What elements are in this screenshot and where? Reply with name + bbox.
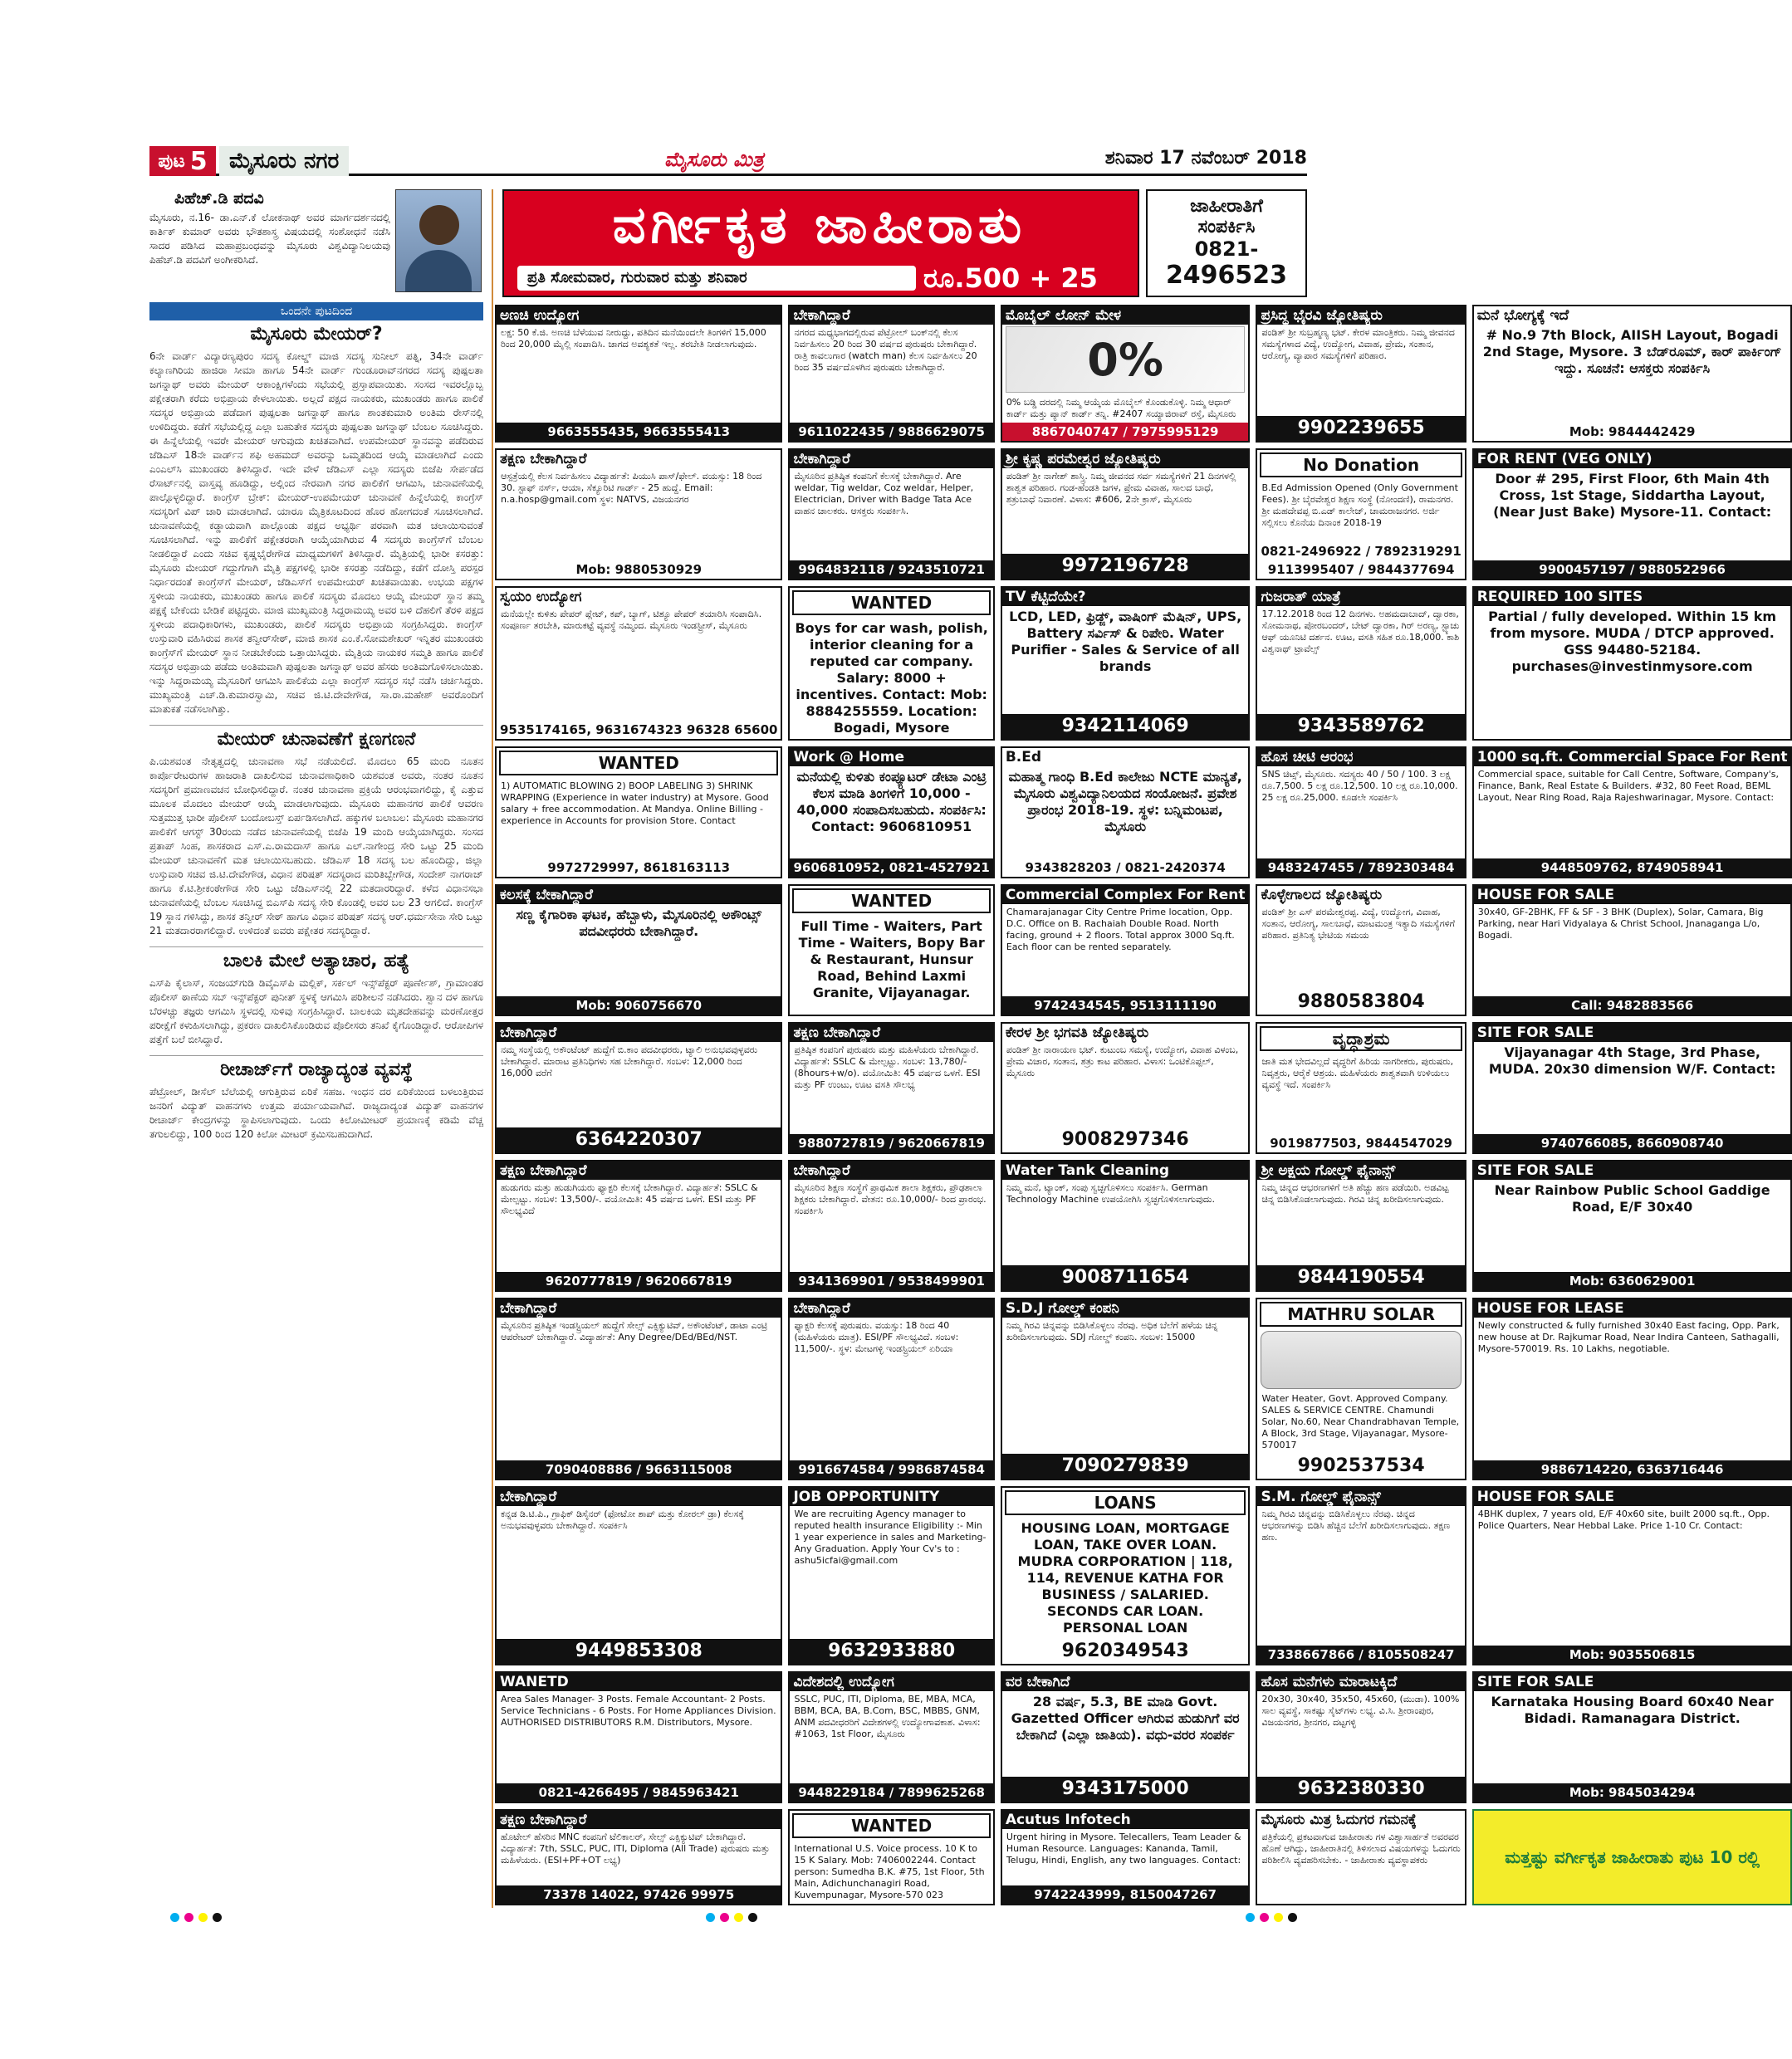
classified-ad [1256,1160,1466,1292]
registration-dot [213,1913,222,1922]
classified-ad [788,305,994,443]
classified-ad [1256,586,1466,741]
classified-ad [495,305,782,443]
subhead-election: ಮೇಯರ್ ಚುನಾವಣೆಗೆ ಕ್ಷಣಗಣನೆ [149,725,483,750]
ad-phone: Call: 9482883566 [1474,996,1791,1015]
classified-ad [1256,1022,1466,1154]
ad-phone: 6364220307 [497,1127,781,1152]
classified-ad [1472,1486,1792,1665]
classified-ad [788,1022,994,1154]
ad-body: ನಿಮ್ಮ ಗಿರವಿ ಚಿನ್ನವನ್ನು ಬಿಡಿಸಿಕೊಳ್ಳಲು ನೆರವು. ಚಿನ್ನದ ಆಭರಣಗಳನ್ನು ಬಿಡಿಸಿ ಹೆಚ್ಚಿನ ಬೆಲೆಗೆ ಖರೀದಿಸಲಾಗುವುದು. ತಕ್ಷಣ ಹಣ. [1261,1509,1451,1543]
classified-ad [1001,1671,1251,1803]
registration-dot [720,1913,729,1922]
ad-phone: Mob: 9845034294 [1474,1783,1791,1802]
ad-body: Full Time - Waiters, Part Time - Waiters, Bopy Bar & Restaurant, Hunsur Road, Behind Laxmi Granite, Vijayanagar. [798,918,985,1000]
ad-body: ಸಣ್ಣ ಕೈಗಾರಿಕಾ ಘಟಕ, ಹೆಬ್ಬಾಳು, ಮೈಸೂರಿನಲ್ಲಿ ಅಕೌಂಟ್ಸ್ ಪದವೀಧರರು ಬೇಕಾಗಿದ್ದಾರೆ. [516,907,761,939]
ad-phone: 9342114069 [1002,714,1249,739]
classifieds-schedule: ಪ್ರತಿ ಸೋಮವಾರ, ಗುರುವಾರ ಮತ್ತು ಶನಿವಾರ [517,266,916,291]
ad-title: ಬೇಕಾಗಿದ್ದಾರೆ [790,450,992,468]
ad-body: ಪ್ರತಿಷ್ಠಿತ ಕಂಪನಿಗೆ ಪುರುಷರು ಮತ್ತು ಮಹಿಳೆಯರು ಬೇಕಾಗಿದ್ದಾರೆ. ವಿದ್ಯಾರ್ಹತೆ: SSLC & ಮೇಲ್ಪಟ್ಟು. ಸಂಬಳ: 13,780/- (8hours+w/o). ವಯೋಮಿತಿ: 45 ವರ್ಷದ ಒಳಗೆ. ESI ಮತ್ತು PF ಉಂಟು, ಊಟ ವಸತಿ ಸೌಲಭ್ಯ [794,1044,981,1090]
classified-ad [1001,1809,1251,1905]
ad-phone: 9632380330 [1257,1777,1464,1802]
ad-phone: 9886714220, 6363716446 [1474,1460,1791,1479]
ad-title: ಅಣಚಿ ಉದ್ಯೋಗ [497,306,781,325]
ad-body: Boys for car wash, polish, interior cleaning for a reputed car company. Salary: 8000 + incentives. Contact: Mob: 8884255559. Location: Bogadi, Mysore [795,620,988,736]
ad-title: HOUSE FOR LEASE [1474,1299,1791,1318]
ad-phone: 9742243999, 8150047267 [1002,1885,1249,1904]
masthead: ಮೈಸೂರು ಮಿತ್ರ [664,148,764,171]
phd-notice-text: ಮೈಸೂರು, ನ.16- ಡಾ.ಎನ್.ಕೆ ಲೋಕನಾಥ್ ಅವರ ಮಾರ್ಗದರ್ಶನದಲ್ಲಿ ಕಾರ್ತಿಕ್ ಕುಮಾರ್ ಅವರು ಭೌತಶಾಸ್ತ್ರ ವಿಷಯದಲ್ಲಿ ಸಂಶೋಧನೆ ನಡೆಸಿ ಸಾದರ ಪಡಿಸಿದ ಮಹಾಪ್ರಬಂಧವನ್ನು ಮೈಸೂರು ವಿಶ್ವವಿದ್ಯಾನಿಲಯವು ಪಿಹೆಚ್.ಡಿ ಪದವಿಗೆ ಅಂಗೀಕರಿಸಿದೆ. [149,212,390,266]
ad-phone: Mob: 9060756670 [497,996,781,1015]
ad-phone: 9008297346 [1061,1129,1189,1150]
registration-dot [184,1913,193,1922]
classified-ad [788,1671,994,1803]
registration-dot [1274,1913,1283,1922]
ad-phone: 9880727819 / 9620667819 [790,1134,992,1152]
ad-phone: Mob: 9844442429 [1569,424,1696,439]
contact-line-2: ಸಂಪರ್ಕಿಸಿ [1197,217,1256,237]
phone-offer-graphic: 0% [1006,326,1246,393]
story-recharge: ಪೆಟ್ರೋಲ್, ಡೀಸೆಲ್ ಬೆಲೆಯಲ್ಲಿ ಆಗುತ್ತಿರುವ ಏರಿಕೆ ಸಹಜ. ಇಂಧನ ದರ ಏರಿಕೆಯಿಂದ ಬಳಲುತ್ತಿರುವ ಜನರಿಗೆ ವಿದ್ಯುತ್ ವಾಹನಗಳು ಉತ್ತಮ ಪರ್ಯಾಯವಾಗಿವೆ. ರಾಜ್ಯದಾದ್ಯಂತ ವಿದ್ಯುತ್ ವಾಹನಗಳ ರೀಚಾರ್ಜ್ ಕೇಂದ್ರಗಳನ್ನು ಸ್ಥಾಪಿಸಲಾಗುವುದು. ಒಂದು ಕಿಲೋಮೀಟರ್ ಪ್ರಯಾಣಕ್ಕೆ ಕಡಿಮೆ ವೆಚ್ಚ ತಗುಲಲಿದ್ದು, 100 ರಿಂದ 120 ಕಿಲೋ ಮೀಟರ್ ಕ್ರಮಿಸಬಹುದಾಗಿದೆ. [149,1086,483,1140]
ad-phone: 9343589762 [1257,714,1464,739]
ad-phone: 9483247455 / 7892303484 [1257,858,1464,877]
ad-body: 4BHK duplex, 7 years old, E/F 40x60 site, built 2000 sq.ft., Opp. Police Quarters, Near Hebbal Lake. Price 1-10 Cr. Contact: [1477,1509,1770,1531]
ad-phone: Mob: 6360629001 [1474,1272,1791,1290]
registration-dot [1246,1913,1255,1922]
ad-phone: Mob: 9880530929 [575,562,703,577]
ad-body: Near Rainbow Public School Gaddige Road, E/F 30x40 [1494,1182,1770,1215]
ad-phone: 9620777819 / 9620667819 [497,1272,781,1290]
ad-title: ಗುಜರಾತ್ ಯಾತ್ರೆ [1257,588,1464,606]
story-election: ಪಿ.ಯಶವಂತ ನೇತೃತ್ವದಲ್ಲಿ ಚುನಾವಣಾ ಸಭೆ ನಡೆಯಲಿದೆ. ಮೊದಲು 65 ಮಂದಿ ನೂತನ ಕಾರ್ಪೊರೇಟರುಗಳ ಹಾಜರಾತಿ ದಾಖಲಿಸುವ ಚುನಾವಣಾಧಿಕಾರಿ ಯಶವಂತ ಅವರು, ನಂತರ ನೂತನ ಸದಸ್ಯರಿಗೆ ಪ್ರಮಾಣವಚನ ಬೋಧಿಸಲಿದ್ದಾರೆ. ನಂತರ ಚುನಾವಣಾ ಪ್ರಕ್ರಿಯೆ ಆರಂಭವಾಗಲಿದ್ದು, ಕೈ ಎತ್ತುವ ಮೂಲಕ ಮೊದಲು ಮೇಯರ್ ಆಯ್ಕೆ ಮಾಡಲಾಗುವುದು. ಮೈಸೂರು ಮಹಾನಗರ ಪಾಲಿಕೆ ಆವರಣ ಸುತ್ತಮುತ್ತ ಭಾರೀ ಪೊಲೀಸ್ ಬಂದೋಬಸ್ತ್ ಏರ್ಪಡಿಸಲಾಗಿದೆ. ಹಕ್ಕುಗಳ ಬಲಾಬಲ: ಮೈಸೂರು ಮಹಾನಗರ ಪಾಲಿಕೆಗೆ ಆಗಸ್ಟ್ 30ರಂದು ನಡೆದ ಚುನಾವಣೆಯಲ್ಲಿ ಬಿಜೆಪಿ 19 ಮಂದಿ ಆಯ್ಕೆಯಾಗಿದ್ದರು. ಸಂಸದ ಪ್ರತಾಪ್ ಸಿಂಹ, ಶಾಸಕರಾದ ಎಸ್.ಎ.ರಾಮದಾಸ್ ಹಾಗೂ ಎಲ್.ನಾಗೇಂದ್ರ ಸೇರಿ ಒಟ್ಟು 25 ಮಂದಿ ಮೇಯರ್ ಚುನಾವಣೆಗೆ ಮತ ಚಲಾಯಿಸಬಹುದು. ಜೆಡಿಎಸ್ 18 ಸದಸ್ಯ ಬಲ ಹೊಂದಿದ್ದು, ಜಿಲ್ಲಾ ಉಸ್ತುವಾರಿ ಸಚಿವ ಜಿ.ಟಿ.ದೇವೇಗೌಡ, ವಿಧಾನ ಪರಿಷತ್ ಸದಸ್ಯರಾದ ಮರಿತಿಬ್ಬೇಗೌಡ, ಸಂದೇಶ್ ನಾಗರಾಜ್ ಹಾಗೂ ಕೆ.ಟಿ.ಶ್ರೀಕಂಠೇಗೌಡ ಸೇರಿ ಒಟ್ಟು ಜೆಡಿಎಸ್‌ನಲ್ಲಿ 22 ಮತದಾರರಿದ್ದಾರೆ. ಕಳೆದ ವಿಧಾನಸಭಾ ಚುನಾವಣೆಯಲ್ಲಿ ಬೆಂಬಲ ಸೂಚಿಸಿದ್ದ ಬಿಎಸ್‌ಪಿ ಸದಸ್ಯ ಸೇರಿ ಕೊಂಡಲ್ಲಿ ಅವರ ಬಲ 23 ಆಗಲಿದೆ. ಕಾಂಗ್ರೆಸ್ 19 ಸ್ಥಾನ ಗಳಿಸಿದ್ದು, ಶಾಸಕ ತನ್ವೀರ್ ಸೇಠ್ ಹಾಗೂ ವಿಧಾನ ಪರಿಷತ್ ಸದಸ್ಯ ಆರ್.ಧರ್ಮಸೇನಾ ಸೇರಿ ಒಟ್ಟು 21 ಮತದಾರರಾಗಲಿದ್ದಾರೆ. ಉಳಿದಂತೆ ಐವರು ಪಕ್ಷೇತರ ಸದಸ್ಯರಿದ್ದಾರೆ. [149,756,483,937]
classified-ad [1256,448,1466,580]
contact-line-4: 2496523 [1165,261,1288,290]
ad-title: HOUSE FOR SALE [1474,886,1791,904]
classified-ad [1256,884,1466,1016]
classified-ad [495,586,782,741]
ad-body: ಫ್ಯಾಕ್ಟರಿ ಕೆಲಸಕ್ಕೆ ಪುರುಷರು. ವಯಸ್ಸು: 18 ರಿಂದ 40 (ಮಹಿಳೆಯರು ಮಾತ್ರ). ESI/PF ಸೌಲಭ್ಯವಿದೆ. ಸಂಬಳ: 11,500/-. ಸ್ಥಳ: ಮೇಟಗಳ್ಳಿ ಇಂಡಸ್ಟ್ರಿಯಲ್ ಏರಿಯಾ [794,1320,959,1354]
ad-phone: 9606810952, 0821-4527921 [790,858,992,877]
ad-phone: 9844190554 [1257,1265,1464,1290]
ad-title: ಕೇರಳ ಶ್ರೀ ಭಗವತಿ ಜ್ಯೋತಿಷ್ಯರು [1005,1025,1149,1041]
ad-title: WANTED [792,888,990,913]
ad-body: ನಗರದ ಮಧ್ಯಭಾಗದಲ್ಲಿರುವ ಪೆಟ್ರೋಲ್ ಬಂಕ್‌ನಲ್ಲಿ ಕೆಲಸ ನಿರ್ವಹಿಸಲು 20 ರಿಂದ 30 ವರ್ಷದ ಪುರುಷರು ಬೇಕಾಗಿದ್ದಾರೆ. ರಾತ್ರಿ ಕಾವಲುಗಾರ (watch man) ಕೆಲಸ ನಿರ್ವಹಿಸಲು 20 ರಿಂದ 35 ವರ್ಷದೊಳಗಿನ ಪುರುಷರು ಬೇಕಾಗಿದ್ದಾರೆ. [794,327,977,373]
classified-ad [1256,1671,1466,1803]
page-header [149,146,1307,176]
ad-body: 17.12.2018 ರಿಂದ 12 ದಿನಗಳು. ಅಹಮದಾಬಾದ್, ದ್ವಾರಕಾ, ಸೋಮನಾಥ, ಪೋರಬಂದರ್, ಬೇಟ್ ದ್ವಾರಕಾ, ಗಿರ್ ಅರಣ್ಯ, ಸ್ಟ್ಯಾಚು ಆಫ್ ಯೂನಿಟಿ ದರ್ಶನ. ಊಟ, ವಸತಿ ಸಹಿತ ರೂ.18,000. ಕಾಶಿ ವಿಶ್ವನಾಥ್ ಟ್ರಾವೆಲ್ಸ್ [1261,609,1460,654]
ad-body: Door # 295, First Floor, 6th Main 4th Cross, 1st Stage, Siddartha Layout, (Near Just Bake) Mysore-11. Contact: [1493,471,1772,520]
ad-title: TV ಕೆಟ್ಟಿದೆಯೇ? [1002,588,1249,606]
ad-title: S.D.J ಗೋಲ್ಡ್ ಕಂಪನಿ [1002,1299,1249,1318]
ad-title: WANTED [499,751,778,775]
ad-body: ಪಂಡಿತ್ ಶ್ರೀ ಎಸ್ ಪರಮೇಶ್ವರಪ್ಪ. ವಿದ್ಯೆ, ಉದ್ಯೋಗ, ವಿವಾಹ, ಸಂತಾನ, ಆರೋಗ್ಯ, ಸಾಲಬಾಧೆ, ಮಾಟಮಂತ್ರ ಇತ್ಯಾದಿ ಸಮಸ್ಯೆಗಳಿಗೆ ಪರಿಹಾರ. ಪ್ರತಿನಿತ್ಯ ಭೇಟಿಯ ಸಮಯ [1261,907,1456,941]
classifieds-price: ರೂ.500 + 25 [923,262,1098,294]
ad-body: ಹುಡುಗರು ಮತ್ತು ಹುಡುಗಿಯರು ಫ್ಯಾಕ್ಟರಿ ಕೆಲಸಕ್ಕೆ ಬೇಕಾಗಿದ್ದಾರೆ. ವಿದ್ಯಾರ್ಹತೆ: SSLC & ಮೇಲ್ಪಟ್ಟು. ಸಂಬಳ: 13,500/-. ವಯೋಮಿತಿ: 45 ವರ್ಷದ ಒಳಗೆ. ESI ಮತ್ತು PF ಸೌಲಭ್ಯವಿದೆ [501,1182,758,1216]
classified-ad [788,1160,994,1292]
ad-body: Partial / fully developed. Within 15 km from mysore. MUDA / DTCP approved. GSS 94480-52184. purchases@investinmysore.com [1488,609,1777,674]
ad-title: 1000 sq.ft. Commercial Space For Rent [1474,748,1791,766]
ad-body: SNS ಚಿಟ್ಸ್, ಮೈಸೂರು. ಸದಸ್ಯರು 40 / 50 / 100. 3 ಲಕ್ಷ ರೂ.7,500. 5 ಲಕ್ಷ ರೂ.12,500. 10 ಲಕ್ಷ ರೂ.10,000. 25 ಲಕ್ಷ ರೂ.25,000. ಕೂಡಲೇ ಸಂಪರ್ಕಿಸಿ [1261,769,1458,803]
classified-ad [1256,1486,1466,1665]
ad-title: ಬೇಕಾಗಿದ್ದಾರೆ [790,1299,992,1318]
registration-dot [1288,1913,1297,1922]
page-number-box [149,146,216,176]
phd-notice-title: ಪಿಹೆಚ್.ಡಿ ಪದವಿ [174,189,264,208]
ad-title: FOR RENT (VEG ONLY) [1474,450,1791,468]
ad-title: SITE FOR SALE [1474,1024,1791,1042]
ad-body: HOUSING LOAN, MORTGAGE LOAN, TAKE OVER LOAN. MUDRA CORPORATION | 118, 114, REVENUE KATHA FOR BUSINESS / SALARIED. SECONDS CAR LOAN. PERSONAL LOAN [1017,1520,1233,1636]
portrait-photo [395,189,482,292]
registration-dot [734,1913,743,1922]
ad-title: ಹೊಸ ಮನೆಗಳು ಮಾರಾಟಕ್ಕಿದೆ [1257,1673,1464,1691]
ad-phone: 9964832118 / 9243510721 [790,560,992,579]
ad-title: Acutus Infotech [1002,1811,1249,1829]
registration-dot [706,1913,715,1922]
ad-title: ಪ್ರಸಿದ್ಧ ಭೈರವಿ ಜ್ಯೋತಿಷ್ಯರು [1257,306,1464,325]
column-divider [492,189,493,1908]
ad-title: ಮೊಬೈಲ್ ಲೋನ್ ಮೇಳ [1002,306,1249,325]
ad-body: We are recruiting Agency manager to reputed health insurance Eligibility :- Min 1 year experience in sales and Marketing-Any Graduation. Apply Your Cv's to : ashu5icfai@gmail.com [794,1509,987,1566]
contact-line-1: ಜಾಹೀರಾತಿಗೆ [1190,196,1263,217]
ad-body: 1) AUTOMATIC BLOWING 2) BOOP LABELING 3) SHRINK WRAPPING (Experience in water industry) at Mysore. Good salary + free accommodation. At Mandya. Online Billing - experience in Accounts for provision Store. Contact [501,780,769,826]
ad-title: SITE FOR SALE [1474,1673,1791,1691]
subhead-crime: ಬಾಲಕಿ ಮೇಲೆ ಅತ್ಯಾಚಾರ, ಹತ್ಯೆ [149,946,483,971]
ad-body: International U.S. Voice process. 10 K to 15 K Salary. Mob: 7406002244. Contact person: Sumedha B.K. #75, 1st Floor, 5th Main, Adichunchanagiri Road, Kuvempunagar, Mysore-570 023 [794,1843,985,1900]
ad-phone: Mob: 9035506815 [1474,1646,1791,1664]
ad-title: REQUIRED 100 SITES [1474,588,1791,606]
ad-title: ಶ್ರೀ ಅಕ್ಷಯ ಗೋಲ್ಡ್ ಫೈನಾನ್ಸ್ [1257,1162,1464,1180]
ad-title: ಬೇಕಾಗಿದ್ದಾರೆ [790,306,992,325]
ad-title: ಮೈಸೂರು ಮಿತ್ರ ಓದುಗರ ಗಮನಕ್ಕೆ [1261,1812,1417,1828]
ad-title: HOUSE FOR SALE [1474,1488,1791,1506]
classified-ad [495,448,782,580]
classified-ad [1472,1160,1792,1292]
ad-phone: 9740766085, 8660908740 [1474,1134,1791,1152]
ad-title: ಕೊಳ್ಳೇಗಾಲದ ಜ್ಯೋತಿಷ್ಯರು [1261,887,1383,903]
ad-phone: 9632933880 [790,1639,992,1664]
classified-ad [788,1298,994,1480]
ad-title: ಹೊಸ ಚೀಟಿ ಆರಂಭ [1257,748,1464,766]
classified-ad [788,1486,994,1665]
ad-phone: 9448509762, 8749058941 [1474,858,1791,877]
contact-line-3: 0821- [1194,237,1259,261]
classifieds-title: ವರ್ಗೀಕೃತ ಜಾಹೀರಾತು [612,194,1027,255]
ad-title: ಶ್ರೀ ಕೃಷ್ಣ ಪರಮೇಶ್ವರ ಜ್ಯೋತಿಷ್ಯರು [1002,450,1249,468]
ad-body: Vijayanagar 4th Stage, 3rd Phase, MUDA. 20x30 dimension W/F. Contact: [1488,1044,1776,1077]
ad-body: ಆಸ್ಪತ್ರೆಯಲ್ಲಿ ಕೆಲಸ ನಿರ್ವಹಿಸಲು ವಿದ್ಯಾರ್ಹತೆ: ಪಿಯುಸಿ ಪಾಸ್/ಫೇಲ್. ವಯಸ್ಸು: 18 ರಿಂದ 30. ಸ್ಟಾಫ್ ನರ್ಸ್, ಆಯಾ, ಸೆಕ್ಯೂರಿಟಿ ಗಾರ್ಡ್ - 25 ಹುದ್ದೆ. Email: n.a.hosp@gmail.com ಸ್ಥಳ: NATVS, ವಿಜಯನಗರ [501,471,762,505]
classified-ad [1256,1298,1466,1480]
ad-phone: 7090279839 [1002,1454,1249,1479]
classified-ad [1001,1160,1251,1292]
ad-body: ಪಂಡಿತ್ ಶ್ರೀ ನಾಗೇಶ್ ಶಾಸ್ತ್ರಿ. ನಿಮ್ಮ ಜೀವನದ ಸರ್ವ ಸಮಸ್ಯೆಗಳಿಗೆ 21 ದಿನಗಳಲ್ಲಿ ಶಾಶ್ವತ ಪರಿಹಾರ. ಗಂಡ-ಹೆಂಡತಿ ಜಗಳ, ಪ್ರೇಮ ವಿವಾಹ, ಸಾಲದ ಬಾಧೆ, ಶತ್ರುಬಾಧೆ ನಿವಾರಣೆ. ವಿಳಾಸ: #606, 2ನೇ ಕ್ರಾಸ್, ಮೈಸೂರು [1006,471,1236,505]
headline-mayor: ಮೈಸೂರು ಮೇಯರ್? [250,324,383,345]
classified-ad [495,746,782,878]
page-label: ಪುಟ [158,150,185,172]
ad-body: Newly constructed & fully furnished 30x40 East facing, Opp. Park, new house at Dr. Rajkumar Road, Near Indira Canteen, Sathagalli, Mysore-570019. Rs. 10 Lakhs, negotiable. [1477,1320,1780,1354]
ad-title: ತಕ್ಷಣ ಬೇಕಾಗಿದ್ದಾರೆ [497,1811,781,1829]
ad-title: ವರ ಬೇಕಾಗಿದೆ [1002,1673,1249,1691]
section-name: ಮೈಸೂರು ನಗರ [219,146,349,176]
classified-ad [1256,305,1466,443]
ad-title: ಬೇಕಾಗಿದ್ದಾರೆ [497,1488,781,1506]
classified-ad [1001,1298,1251,1480]
ad-body: ಪಂಡಿತ್ ಶ್ರೀ ನಾರಾಯಣ ಭಟ್. ಕುಟುಂಬ ಸಮಸ್ಯೆ, ಉದ್ಯೋಗ, ವಿವಾಹ ವಿಳಂಬ, ಪ್ರೇಮ ವಿಚಾರ, ಸಂತಾನ, ಶತ್ರು ಕಾಟ ಪರಿಹಾರ. ವಿಳಾಸ: ಒಂಟಿಕೊಪ್ಪಲ್, ಮೈಸೂರು [1006,1044,1239,1078]
classified-ad [495,1160,782,1292]
ad-phone: 9902537534 [1297,1455,1425,1476]
classified-ad [1001,1486,1251,1665]
ad-title: No Donation [1260,452,1462,477]
ad-body: Commercial space, suitable for Call Centre, Software, Company's, Finance, Bank, Real Estate & Builders. #32, 80 Feet Road, BEML Layout, Near Ring Road, Raja Rajeshwarinagar, Mysore. Contact: [1477,769,1779,803]
ad-phone: 9900457197 / 9880522966 [1474,560,1791,579]
ad-phone: 9449853308 [497,1639,781,1664]
ad-phone: 9972196728 [1002,554,1249,579]
ad-title: Work @ Home [790,748,992,766]
registration-marks-left [170,1913,222,1922]
classified-ad [495,1671,782,1803]
ad-body: ಜಾತಿ ಮತ ಭೇದವಿಲ್ಲದೆ ವೃದ್ಧರಿಗೆ ಹಿರಿಯ ನಾಗರೀಕರು, ಪುರುಷರು, ನಿವೃತ್ತರು, ಆರೈಕೆ ಆಶ್ರಯ. ಮಹಿಳೆಯರು ಶಾಶ್ವತವಾಗಿ ಉಳಿಯಲು ವ್ಯವಸ್ಥೆ ಇದೆ. ಸಂಪರ್ಕಿಸಿ [1261,1056,1454,1090]
ad-title: LOANS [1005,1490,1246,1515]
registration-dot [170,1913,179,1922]
ad-title: B.Ed [1005,749,1042,765]
ad-body: ಲಕ್ಷ: 50 ಕೆ.ಜಿ. ಅಣಚಿ ಬೆಳೆಯುವ ನೀರುದ್ದು, ಪತಿದಿನ ಮನೆಯಿಂದಲೇ ತಿಂಗಳಿಗೆ 15,000 ರಿಂದ 20,000 ಮೈಲ್ಲಿ ಸಂಪಾದಿಸಿ. ಜಾಗದ ಅವಶ್ಯಕತೆ ಇಲ್ಲ. ತರಬೇತಿ ನೀಡಲಾಗುವುದು. [501,327,766,350]
classified-ad [1472,448,1792,580]
ad-phone: 9343828203 / 0821-2420374 [1025,860,1226,875]
story-mayor: 6ನೇ ವಾರ್ಡ್ ವಿದ್ಯಾರಣ್ಯಪುರಂ ಸದಸ್ಯ ಕೋಲ್ಡ್ ಮಾಜಿ ಸದಸ್ಯ ಸುನೀಲ್ ಪತ್ನಿ, 34ನೇ ವಾರ್ಡ್ ಕಲ್ಯಾಣಗಿರಿಯ ಹಾಜಿರಾ ಸೀಮಾ ಹಾಗೂ 54ನೇ ವಾರ್ಡ್ ಗುಂಡೂರಾವ್‌ನಗರದ ಸದಸ್ಯ ಪುಷ್ಪಲತಾ ಜಗನ್ನಾಥ್ ಅವರು ಮೇಯರ್ ಆಕಾಂಕ್ಷಿಗಳೆಂದು ಸಭೆಯಲ್ಲಿ ಪ್ರಸ್ತಾಪವಾಯಿತು. ಸಂಸದ ಇವರಲ್ಲೊಬ್ಬ ಪಕ್ಷೇತರಾಗಿ ಕರೆದು ಅಭಿಪ್ರಾಯ ಕೇಳಲಾಯಿತು. ಅಲ್ಲದೆ ಪಕ್ಷದ ನಾಯಕರು, ಮುಖಂಡರು ಹಾಗೂ ಪಾಲಿಕೆ ಸದಸ್ಯರ ಅಭಿಪ್ರಾಯ ಪಡೆದಾಗ ಪುಷ್ಪಲತಾ ಜಗನ್ನಾಥ್ ಹಾಗೂ ಶಾಂತಕುಮಾರಿ ಅಂತಿಮ ರೇಸ್‌ನಲ್ಲಿ ಉಳಿದಿದ್ದರು. ಕಡೆಗೆ ಸಭೆಯಲ್ಲಿದ್ದ ಎಲ್ಲಾ ಬಹುತೇಕ ಸದಸ್ಯರು ಪುಷ್ಪಲತಾ ಜಗನ್ನಾಥ್ ಬೆಂಬಲ ಸೂಚಿಸಿದ್ದರು. ಈ ಹಿನ್ನೆಲೆಯಲ್ಲಿ ಇವರೇ ಮೇಯರ್ ಆಗುವುದು ಖಚಿತವಾಗಿದೆ. ಉಪಮೇಯರ್ ಸ್ಥಾನವನ್ನು ಪಡೆದಿರುವ ಜೆಡಿಎಸ್ 18ನೇ ವಾರ್ಡ್‌ನ ಶಫಿ ಅಹಮದ್ ಅವರನ್ನು ಒಮ್ಮತದಿಂದ ಆಯ್ಕೆ ಮಾಡಲಾಗಿದೆ ಎಂದು ಎಂಎಲ್‌ಸಿ ಮುಖಂಡರು ತಿಳಿಸಿದ್ದಾರೆ. ಇದೇ ವೇಳೆ ಜೆಡಿಎಸ್ ಎಲ್ಲಾ ಸದಸ್ಯರು ಬಿಜೆಪಿ ಸೇರ್ಪಡೆದ ರೆಸಾರ್ಟ್‌ನಲ್ಲಿ ವಾಸ್ತವ್ಯ ಹೂಡಿದ್ದು, ಅಲ್ಲಿಂದ ನೇರವಾಗಿ ನಗರ ಪಾಲಿಕೆಗೆ ಆಗಮಿಸಿ, ಚುನಾವಣೆಯಲ್ಲಿ ಪಾಲ್ಗೊಳ್ಳಲಿದ್ದಾರೆ. ಕಾಂಗ್ರೆಸ್ ಬ್ರೇಕ್: ಮೇಯರ್-ಉಪಮೇಯರ್ ಚುನಾವಣೆ ಹಿನ್ನೆಲೆಯಲ್ಲಿ ಕಾಂಗ್ರೆಸ್ ಸದಸ್ಯರಿಗೆ ವಿಪ್ ಜಾರಿ ಮಾಡಲಾಗಿದೆ. ಯಾರೂ ಮೈತ್ರಿಕೂಟದಿಂದ ಹೊರ ಹೋಗದಂತೆ ಸೂಚಿಸಲಾಗಿದೆ. ಚುನಾವಣೆಯಲ್ಲಿ ಕಡ್ಡಾಯವಾಗಿ ಪಾಲ್ಗೊಂಡು ಪಕ್ಷದ ಅಭ್ಯರ್ಥಿ ಪರವಾಗಿ ಮತ ಚಲಾಯಿಸುವಂತೆ ಸೂಚಿಸಲಾಗಿದೆ. ಇನ್ನು ಪಾಲಿಕೆಗೆ ಪಕ್ಷೇತರರಾಗಿ ಆಯ್ಕೆಯಾಗಿರುವ 4 ಸದಸ್ಯರು ಕಾಂಗ್ರೆಸ್‌ಗೆ ಬೆಂಬಲ ನೀಡಲಿದ್ದಾರೆ ಎಂದು ಸಚಿವ ಕೃಷ್ಣಭೈರೇಗೌಡ ಮಾಧ್ಯಮಗಳಿಗೆ ತಿಳಿಸಿದ್ದಾರೆ. ಮೈತ್ರಿಯಲ್ಲಿ ಭಾರೀ ಕಸರತ್ತು: ಮೈಸೂರು ಮೇಯರ್ ಗದ್ದುಗೆಗಾಗಿ ಮೈತ್ರಿ ಪಕ್ಷಗಳಲ್ಲಿ ಭಾರೀ ಕಸರತ್ತು ನಡೆದಿದ್ದು, ಕಡೆಗೆ ದೋಸ್ತಿ ಪರಸ್ಪರ ನಿರ್ಧಾರದಂತೆ ಕಾಂಗ್ರೆಸ್‌ಗೆ ಮೇಯರ್, ಜೆಡಿಎಸ್‌ಗೆ ಉಪಮೇಯರ್ ಖಚಿತವಾಯಿತು. ಉಭಯ ಪಕ್ಷಗಳ ಸ್ಥಳೀಯ ನಾಯಕರು, ಮುಖಂಡರು ಹಾಗೂ ಪಾಲಿಕೆ ಸದಸ್ಯರು ಮೊದಲು ಆಯ್ಕೆ ಮೇಯರ್ ಸ್ಥಾನ ತಮ್ಮ ಪಕ್ಷಕ್ಕೆ ಬೇಕೆಂದು ಬೇಡಿಕೆ ಪಟ್ಟಿದ್ದರು. ಮಾಜಿ ಮುಖ್ಯಮಂತ್ರಿ ಸಿದ್ದರಾಮಯ್ಯ ಅವರ ಬಳಿ ದೆಹಲಿಗೆ ತೆರಳಿ ಪಕ್ಷದ ಸ್ಥಳೀಯ ಪದಾಧಿಕಾರಿಗಳು, ಮುಖಂಡರು, ಪಾಲಿಕೆ ಸದಸ್ಯರು ಅಭಿಪ್ರಾಯ ಸಂಗ್ರಹಿಸಿದ್ದರು. ಕಾಂಗ್ರೆಸ್ ಉಸ್ತುವಾರಿ ವಹಿಸಿರುವ ಶಾಸಕ ತನ್ವೀರ್‌ಸೇಠ್, ಮಾಜಿ ಶಾಸಕ ಎಂ.ಕೆ.ಸೋಮಶೇಖರ್ ಇನ್ನಿತರ ಮುಖಂಡರು ಕಾಂಗ್ರೆಸ್‌ಗೆ ಮೇಯರ್ ಸ್ಥಾನ ನೀಡಬೇಕೆಂದು ಒತ್ತಾಯಿಸಿದ್ದರು. ಮೈತ್ರಿಯ ನಾಯಕರ ಸಮ್ಮತಿ ಹಾಗೂ ಪಾಲಿಕೆ ಸದಸ್ಯರ ಅಭಿಪ್ರಾಯ ಪಡೆದು ಅಂತಿಮವಾಗಿ ಪುಷ್ಪಲತಾ ಜಗನ್ನಾಥ್ ಅವರ ಹೆಸರು ಅಂತಿಮಗೊಳಿಸಲಾಯಿತು. ಇನ್ನು ಸಿದ್ದರಾಮಯ್ಯ ಮೈಸೂರಿಗೆ ಆಗಮಿಸಿ ಪಾಲಿಕೆಯ ಎಲ್ಲಾ ಕಾಂಗ್ರೆಸ್ ಸದಸ್ಯರ ಸಭೆ ನಡೆಸಿ ಚರ್ಚಿಸಿದ್ದರು. ಮುಖ್ಯಮಂತ್ರಿ ಎಚ್.ಡಿ.ಕುಮಾರಸ್ವಾಮಿ, ಸಚಿವ ಜಿ.ಟಿ.ದೇವೇಗೌಡ, ಸಾ.ರಾ.ಮಹೇಶ್ ಅವರೊಂದಿಗೆ ಮಾತುಕತೆ ನಡೆಸಲಾಗಿತ್ತು. [149,350,483,715]
ad-phone: 9113995407 / 9844377694 [1267,562,1455,577]
ad-title: WANTED [792,1813,990,1838]
classified-ad [1001,305,1251,443]
ad-phone: 9663555435, 9663555413 [497,423,781,441]
classified-ad [1472,884,1792,1016]
ad-body: Urgent hiring in Mysore. Telecallers, Team Leader & Human Resource. Languages: Kananda, Tamil, Telugu, Hindi, English, any two languages. Contact: [1006,1832,1241,1866]
ad-body: ಪಂಡಿತ್ ಶ್ರೀ ಸುಬ್ರಹ್ಮಣ್ಯ ಭಟ್. ಕೇರಳ ಮಾಂತ್ರಿಕರು. ನಿಮ್ಮ ಜೀವನದ ಸಮಸ್ಯೆಗಳಾದ ವಿದ್ಯೆ, ಉದ್ಯೋಗ, ವಿವಾಹ, ಪ್ರೇಮ, ಸಂತಾನ, ಆರೋಗ್ಯ, ವ್ಯಾಪಾರ ಸಮಸ್ಯೆಗಳಿಗೆ ಪರಿಹಾರ. [1261,327,1455,361]
water-heater-image [1261,1331,1461,1389]
ad-title: S.M. ಗೋಲ್ಡ್ ಫೈನಾನ್ಸ್ [1257,1488,1464,1506]
classified-ad [1472,1671,1792,1803]
ad-phone: 9611022435 / 9886629075 [790,423,992,441]
registration-marks-right [1246,1913,1297,1922]
ad-body: ನಿಮ್ಮ ಗಿರವಿ ಚಿನ್ನವನ್ನು ಬಿಡಿಸಿಕೊಳ್ಳಲು ನೆರವು. ಅಧಿಕ ಬೆಲೆಗೆ ಹಳೆಯ ಚಿನ್ನ ಖರೀದಿಸಲಾಗುವುದು. SDJ ಗೋಲ್ಡ್ ಕಂಪನಿ. ಸಂಬಳ: 15000 [1006,1320,1218,1343]
classified-ad [1001,586,1251,741]
classifieds-banner [502,189,1139,297]
classified-ad [788,884,994,1016]
subhead-recharge: ರೀಚಾರ್ಜ್‌ಗೆ ರಾಜ್ಯಾದ್ಯಂತ ವ್ಯವಸ್ಥೆ [149,1055,483,1080]
ad-title: ಕಲಸಕ್ಕೆ ಬೇಕಾಗಿದ್ದಾರೆ [497,886,781,904]
ad-phone: 9448229184 / 7899625268 [790,1783,992,1802]
ad-body: SSLC, PUC, ITI, Diploma, BE, MBA, MCA, BBM, BCA, BA, B.Com, BSC, MBBS, GNM, ANM ಪದವೀಧರರಿಗೆ ವಿದೇಶಗಳಲ್ಲಿ ಉದ್ಯೋಗಾವಕಾಶ. ವಿಳಾಸ: #1063, 1st Floor, ಮೈಸೂರು [794,1694,981,1739]
ad-phone: 9008711654 [1002,1265,1249,1290]
classified-ad [788,746,994,878]
classified-ad [1256,1809,1466,1905]
ad-phone: 7338667866 / 8105508247 [1257,1646,1464,1664]
ad-body: LCD, LED, ಫ್ರಿಡ್ಜ್, ವಾಷಿಂಗ್ ಮೆಷಿನ್, UPS, Battery ಸರ್ವಿಸ್ & ರಿಪೇರಿ. Water Purifier - Sales & Service of all brands [1009,609,1242,674]
ad-body: Area Sales Manager- 3 Posts. Female Accountant- 2 Posts. Service Technicians - 6 Posts. For Home Appliances Division. AUTHORISED DISTRIBUTORS R.M. Distributors, Mysore. [501,1694,776,1728]
ad-body: # No.9 7th Block, AIISH Layout, Bogadi 2nd Stage, Mysore. 3 ಬೆಡ್‌ರೂಮ್, ಕಾರ್ ಪಾರ್ಕಿಂಗ್ ಇದ್ದು. ಸೂಚನೆ: ಆಸಕ್ತರು ಸಂಪರ್ಕಿಸಿ [1482,327,1782,376]
ad-phone: 9019877503, 9844547029 [1270,1136,1452,1151]
classified-ads-grid [495,305,1788,1905]
ad-body: ಕನ್ನಡ ಡಿ.ಟಿ.ಪಿ., ಗ್ರಾಫಿಕ್ ಡಿಸೈನರ್ (ಫೋಟೋ ಶಾಪ್ ಮತ್ತು ಕೋರಲ್ ಡ್ರಾ) ಕೆಲಸಕ್ಕೆ ಅನುಭವವುಳ್ಳವರು ಬೇಕಾಗಿದ್ದಾರೆ. ಸಂಪರ್ಕಿಸಿ [501,1509,744,1531]
classified-ad [788,448,994,580]
ad-phone: 9902239655 [1257,416,1464,441]
news-column [149,189,483,1908]
classified-ad [495,1022,782,1154]
ad-phone: 9972729997, 8618163113 [547,860,731,875]
ad-title: ವಿದೇಶದಲ್ಲಿ ಉದ್ಯೋಗ [790,1673,992,1691]
classified-ad [1472,1298,1792,1480]
registration-dot [748,1913,757,1922]
ad-title: WANETD [497,1673,781,1691]
ad-title: MATHRU SOLAR [1260,1302,1462,1327]
ad-body: ನಿಮ್ಮ ಚಿನ್ನದ ಆಭರಣಗಳಿಗೆ ಅತಿ ಹೆಚ್ಚು ಹಣ ಪಡೆಯಿರಿ. ಅಡವಿಟ್ಟ ಚಿನ್ನ ಬಿಡಿಸಿಕೊಡಲಾಗುವುದು. ಗಿರವಿ ಚಿನ್ನ ಖರೀದಿಸಲಾಗುವುದು. [1261,1182,1449,1205]
ad-title: ಬೇಕಾಗಿದ್ದಾರೆ [790,1162,992,1180]
phd-notice [149,189,483,297]
classified-ad [788,1809,994,1905]
ad-body: 0% ಬಡ್ಡಿ ದರದಲ್ಲಿ ನಿಮ್ಮ ಆಯ್ಕೆಯ ಮೊಬೈಲ್ ಕೊಂಡುಕೊಳ್ಳಿ. ನಿಮ್ಮ ಆಧಾರ್ ಕಾರ್ಡ್ ಮತ್ತು ಪ್ಯಾನ್ ಕಾರ್ಡ್ ತನ್ನಿ. #2407 ಸಯ್ಯಾಜಿರಾವ್ ರಸ್ತೆ, ಮೈಸೂರು [1006,397,1236,419]
ad-phone: 0821-4266495 / 9845963421 [497,1783,781,1802]
ad-body: Karnataka Housing Board 60x40 Near Bidadi. Ramanagara District. [1491,1694,1774,1726]
classified-ad [1472,1022,1792,1154]
ad-phone: 7090408886 / 9663115008 [497,1460,781,1479]
ad-phone: 9341369901 / 9538499901 [790,1272,992,1290]
ad-title: ವೃದ್ಧಾಶ್ರಮ [1260,1026,1462,1051]
ad-body: 20x30, 30x40, 35x50, 45x60, (ಮುಡಾ). 100% ಸಾಲ ವ್ಯವಸ್ಥೆ, ಸಾಕಷ್ಟು ಸೈಟ್‌ಗಳು ಲಭ್ಯ. ವಿ.ಸಿ. ಶ್ರೀರಾಂಪುರ, ವಿಜಯನಗರ, ಶ್ರೀನಗರ, ದಟ್ಟಗಳ್ಳಿ [1261,1694,1460,1728]
ad-phone: 9620349543 [1061,1641,1189,1661]
ad-body: ಮನೆಯಲ್ಲೇ ಕುಳಿತು ಪೇಪರ್ ಪ್ಲೇಟ್, ಕಪ್, ಬ್ಯಾಗ್, ಟಿಶ್ಯೂ ಪೇಪರ್ ತಯಾರಿಸಿ ಸಂಪಾದಿಸಿ. ಸಂಪೂರ್ಣ ತರಬೇತಿ, ಮಾರುಕಟ್ಟೆ ವ್ಯವಸ್ಥೆ ನಮ್ಮಿಂದ. ಮೈಸೂರು ಇಂಡಸ್ಟ್ರೀಸ್, ಮೈಸೂರು [501,609,762,631]
classified-ad [1472,305,1792,443]
classified-ad [1472,586,1792,741]
ad-body: 30x40, GF-2BHK, FF & SF - 3 BHK (Duplex), Solar, Camara, Big Parking, near Hari Vidyalaya & Christ School, Jnanaganga L/o, Bogadi. [1477,907,1764,941]
ad-body: ಮೈಸೂರಿನ ಶಿಕ್ಷಣ ಸಂಸ್ಥೆಗೆ ಪ್ರಾಥಮಿಕ ಶಾಲಾ ಶಿಕ್ಷಕರು, ಪ್ರೌಢಶಾಲಾ ಶಿಕ್ಷಕರು ಬೇಕಾಗಿದ್ದಾರೆ. ವೇತನ: ರೂ.10,000/- ರಿಂದ ಪ್ರಾರಂಭ. ಸಂಪರ್ಕಿಸಿ [794,1182,987,1216]
ad-body: ನಿಮ್ಮ ಮನೆ, ಟ್ಯಾಂಕ್, ಸಂಪು ಸ್ವಚ್ಛಗೊಳಿಸಲು ಸಂಪರ್ಕಿಸಿ. German Technology Machine ಉಪಯೋಗಿಸಿ ಸ್ವಚ್ಛಗೊಳಿಸಲಾಗುವುದು. [1006,1182,1216,1205]
ad-title: WANTED [792,590,990,615]
ad-title: JOB OPPORTUNITY [790,1488,992,1506]
ad-title: Commercial Complex For Rent [1002,886,1249,904]
ad-phone: 8867040747 / 7975995129 [1002,423,1249,441]
ad-contact-box [1146,189,1307,297]
ad-body: Chamarajanagar City Centre Prime location, Opp. D.C. Office on B. Rachaiah Double Road. North facing, ground + 2 floors. Total approx 3000 Sq.ft. Each floor can be rented separately. [1006,907,1235,952]
registration-marks-center [706,1913,757,1922]
ad-body: ಪತ್ರಿಕೆಯಲ್ಲಿ ಪ್ರಕಟವಾಗುವ ಜಾಹೀರಾತು ಗಳ ವಿಶ್ವಾಸಾರ್ಹತೆ ಅವರವರ ಹೊಣೆ ಆಗಿದ್ದು, ಜಾಹೀರಾತಿನಲ್ಲಿ ತಿಳಿಸಲಾದ ವಿಷಯಗಳನ್ನು ಓದುಗರು ಪರಿಶೀಲಿಸಿ ವ್ಯವಹರಿಸಬೇಕು. - ಜಾಹೀರಾತು ವ್ಯವಸ್ಥಾಪಕರು [1261,1832,1461,1866]
classified-ad [1001,884,1251,1016]
classified-ad [495,1486,782,1665]
classified-ad [1472,746,1792,878]
ad-title: Water Tank Cleaning [1002,1162,1249,1180]
ad-phone: 73378 14022, 97426 99975 [497,1885,781,1904]
classified-ad [1472,1809,1792,1905]
ad-body: B.Ed Admission Opened (Only Government Fees). ಶ್ರೀ ಬೈರವೇಶ್ವರ ಶಿಕ್ಷಣ ಸಂಸ್ಥೆ (ನೋಂದಣಿ), ರಾಮನಗರ. ಶ್ರೀ ಮಹದೇವಪ್ಪ ಬಿ.ಎಡ್ ಕಾಲೇಜ್, ಚಾಮರಾಜನಗರ. ಅರ್ಜಿ ಸಲ್ಲಿಸಲು ಕೊನೆಯ ದಿನಾಂಕ 2018-19 [1261,482,1458,528]
ad-title: SITE FOR SALE [1474,1162,1791,1180]
classified-ad [1256,746,1466,878]
ad-body: ಮನೆಯಲ್ಲಿ ಕುಳಿತು ಕಂಪ್ಯೂಟರ್ ಡೇಟಾ ಎಂಟ್ರಿ ಕೆಲಸ ಮಾಡಿ ತಿಂಗಳಿಗೆ 10,000 - 40,000 ಸಂಪಾದಿಸಬಹುದು. ಸಂಪರ್ಕಿಸಿ: Contact: 9606810951 [796,769,987,834]
ad-phone: 9880583804 [1297,991,1425,1012]
classified-ad [495,1298,782,1480]
ad-title: ತಕ್ಷಣ ಬೇಕಾಗಿದ್ದಾರೆ [790,1024,992,1042]
ad-title: ಬೇಕಾಗಿದ್ದಾರೆ [497,1024,781,1042]
classified-ad [1001,448,1251,580]
classified-ad [495,1809,782,1905]
classified-ad [1001,1022,1251,1154]
page-number: 5 [189,146,208,176]
ad-phone-secondary: 0821-2496922 / 7892319291 [1261,544,1462,559]
ad-phone: 9742434545, 9513111190 [1002,996,1249,1015]
ad-phone: 9535174165, 9631674323 96328 65600 [500,722,778,737]
continued-kicker: ಒಂದನೇ ಪುಟದಿಂದ [149,302,483,320]
ad-phone: 9343175000 [1002,1777,1249,1802]
ad-title: ಮನೆ ಭೋಗ್ಯಕ್ಕೆ ಇದೆ [1476,307,1569,324]
story-crime: ಎಸ್‌ಪಿ ಕೈಲಾಸ್, ಸಂಜಯ್‌ಗುಡಿ ಡಿವೈಎಸ್‌ಪಿ ಮಲ್ಲಿಕ್, ಸರ್ಕಲ್ ಇನ್ಸ್‌ಪೆಕ್ಟರ್ ಪೂರ್ಣೇಶ್, ಗ್ರಾಮಾಂತರ ಪೊಲೀಸ್ ಠಾಣೆಯ ಸಬ್ ಇನ್ಸ್‌ಪೆಕ್ಟರ್ ಪುನೀತ್ ಸ್ಥಳಕ್ಕೆ ಆಗಮಿಸಿ ಪರಿಶೀಲನೆ ನಡೆಸಿದರು. ಶ್ವಾನ ದಳ ಹಾಗೂ ಬೆರಳಚ್ಚು ತಜ್ಞರು ಆಗಮಿಸಿ ಸ್ಥಳದಲ್ಲಿ ಸುಳಿವು ಸಂಗ್ರಹಿಸಿದ್ದಾರೆ. ಬಾಲಕಿಯ ಮೃತದೇಹವನ್ನು ಮರಣೋತ್ತರ ಪರೀಕ್ಷೆಗೆ ಕಳುಹಿಸಲಾಗಿದ್ದು, ಪ್ರಕರಣ ದಾಖಲಿಸಿಕೊಂಡಿರುವ ಪೊಲೀಸರು ತನಿಖೆ ಕೈಗೊಂಡಿದ್ದಾರೆ. ಆರೋಪಿಗಳ ಪತ್ತೆಗೆ ಬಲೆ ಬೀಸಿದ್ದಾರೆ. [149,977,483,1045]
issue-date: ಶನಿವಾರ 17 ನವೆಂಬರ್ 2018 [1104,148,1307,169]
ad-title: ತಕ್ಷಣ ಬೇಕಾಗಿದ್ದಾರೆ [497,1162,781,1180]
registration-dot [1260,1913,1269,1922]
ad-title: ಸ್ವಯಂ ಉದ್ಯೋಗ [500,589,582,605]
ad-body: 28 ವರ್ಷ, 5.3, BE ಮಾಡಿ Govt. Gazetted Officer ಆಗಿರುವ ಹುಡುಗಿಗೆ ವರ ಬೇಕಾಗಿದೆ (ಎಲ್ಲಾ ಜಾತಿಯ). ವಧು-ವರರ ಸಂಪರ್ಕ [1011,1694,1240,1743]
ad-body: ಮಹಾತ್ಮ ಗಾಂಧಿ B.Ed ಕಾಲೇಜು NCTE ಮಾನ್ಯತೆ, ಮೈಸೂರು ವಿಶ್ವವಿದ್ಯಾನಿಲಯದ ಸಂಯೋಜನೆ. ಪ್ರವೇಶ ಪ್ರಾರಂಭ 2018-19. ಸ್ಥಳ: ಬನ್ನಿಮಂಟಪ, ಮೈಸೂರು [1008,769,1242,834]
registration-dot [198,1913,208,1922]
ad-body: ಮೈಸೂರಿನ ಪ್ರತಿಷ್ಠಿತ ಕಂಪನಿಗೆ ಕೆಲಸಕ್ಕೆ ಬೇಕಾಗಿದ್ದಾರೆ. Are weldar, Tig weldar, Coz weldar, Helper, Electrician, Driver with Badge Tata Ace ವಾಹನ ಚಾಲಕರು. ಆಸಕ್ತರು ಸಂಪರ್ಕಿಸಿ. [794,471,974,516]
ad-title: ಬೇಕಾಗಿದ್ದಾರೆ [497,1299,781,1318]
classified-ad [1001,746,1251,878]
ad-phone: 9916674584 / 9986874584 [790,1460,992,1479]
classified-ad [495,884,782,1016]
ad-body: ಹೊಟೇಲ್ ಹೆಸರಿನ MNC ಕಂಪನಿಗೆ ಟೆಲಿಕಾಲರ್, ಸೇಲ್ಸ್ ಎಕ್ಸಿಕ್ಯುಟಿವ್ ಬೇಕಾಗಿದ್ದಾರೆ. ವಿದ್ಯಾರ್ಹತೆ: 7th, SSLC, PUC, ITI, Diploma (All Trade) ಪುರುಷರು ಮತ್ತು ಮಹಿಳೆಯರು. (ESI+PF+OT ಲಭ್ಯ) [501,1832,770,1866]
classified-ad [788,586,994,741]
ad-body: Water Heater, Govt. Approved Company. SALES & SERVICE CENTRE. Chamundi Solar, No.60, Near Chandrabhavan Temple, A Block, 3rd Stage, Vijayanagar, Mysore-570017 [1261,1393,1460,1450]
ad-body: ಮತ್ತಷ್ಟು ವರ್ಗೀಕೃತ ಜಾಹೀರಾತು ಪುಟ 10 ರಲ್ಲಿ [1505,1847,1760,1867]
ad-body: ನಮ್ಮ ಸಂಸ್ಥೆಯಲ್ಲಿ ಅಕೌಂಟೆಂಟ್ ಹುದ್ದೆಗೆ ಬಿ.ಕಾಂ ಪದವೀಧರರು, ಟ್ಯಾಲಿ ಅನುಭವವುಳ್ಳವರು ಬೇಕಾಗಿದ್ದಾರೆ. ಮಾರಾಟ ಪ್ರತಿನಿಧಿಗಳು ಸಹ ಬೇಕಾಗಿದ್ದಾರೆ. ಸಂಬಳ: 12,000 ರಿಂದ 16,000 ವರೆಗೆ [501,1044,758,1078]
ad-body: ಮೈಸೂರಿನ ಪ್ರತಿಷ್ಠಿತ ಇಂಡಸ್ಟ್ರಿಯಲ್ ಹುದ್ದೆಗೆ ಸೇಲ್ಸ್ ಎಕ್ಸಿಕ್ಯುಟಿವ್, ಅಕೌಂಟೆಂಟ್, ಡಾಟಾ ಎಂಟ್ರಿ ಆಪರೇಟರ್ ಬೇಕಾಗಿದ್ದಾರೆ. ವಿದ್ಯಾರ್ಹತೆ: Any Degree/DEd/BEd/NST. [501,1320,768,1343]
ad-title: ತಕ್ಷಣ ಬೇಕಾಗಿದ್ದಾರೆ [500,451,587,467]
